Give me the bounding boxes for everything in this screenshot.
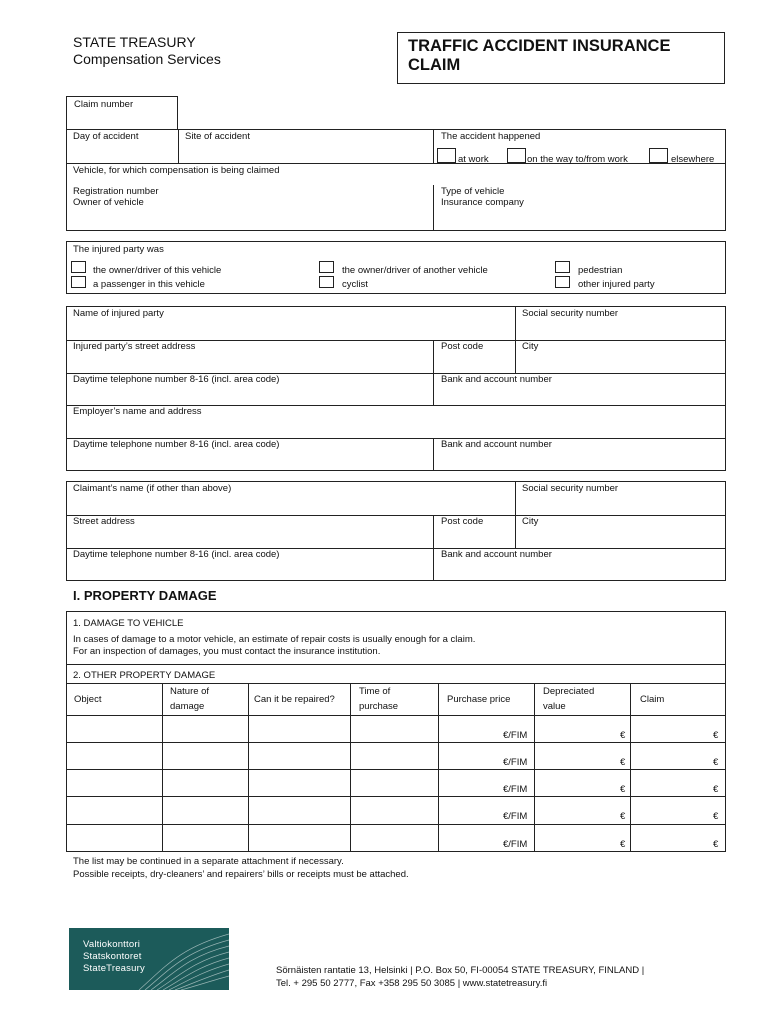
- claimant-city-field[interactable]: [516, 516, 725, 547]
- claimant-name-field[interactable]: [67, 482, 514, 514]
- elsewhere-label: elsewhere: [671, 154, 715, 165]
- owner-driver-this-vehicle-checkbox[interactable]: [71, 261, 86, 273]
- table-row[interactable]: [67, 743, 725, 769]
- employer-label: Employer’s name and address: [73, 406, 202, 417]
- table-row[interactable]: [67, 825, 725, 851]
- table-note-receipts: Possible receipts, dry-cleaners’ and repairers’ bills or receipts must be attached.: [73, 869, 409, 880]
- cyclist-checkbox[interactable]: [319, 276, 334, 288]
- state-treasury-logo: [69, 928, 229, 990]
- commute-label: on the way to/from work: [527, 154, 628, 165]
- injured-bank-field[interactable]: [434, 374, 725, 404]
- injured-name-label: Name of injured party: [73, 308, 164, 319]
- table-row[interactable]: [67, 770, 725, 796]
- at-work-checkbox[interactable]: [437, 148, 456, 163]
- injured-street-field[interactable]: [67, 341, 432, 372]
- passenger-checkbox[interactable]: [71, 276, 86, 288]
- other-injured-party-label: other injured party: [578, 279, 655, 290]
- claimant-ssn-field[interactable]: [516, 482, 725, 514]
- registration-number-label: Registration number: [73, 186, 159, 197]
- passenger-label: a passenger in this vehicle: [93, 279, 205, 290]
- vehicle-type-insurance-field[interactable]: [434, 186, 725, 230]
- owner-driver-this-vehicle-label: the owner/driver of this vehicle: [93, 265, 222, 276]
- col-price: Purchase price: [447, 694, 511, 705]
- injured-name-field[interactable]: [67, 307, 514, 339]
- depreciated-unit: €: [620, 839, 626, 850]
- accident-happened-label: The accident happened: [441, 131, 541, 142]
- employer-field[interactable]: [67, 406, 725, 437]
- vehicle-damage-text-2: For an inspection of damages, you must contact the insurance institution.: [73, 646, 381, 657]
- col-nature-line1: Nature of: [170, 686, 210, 697]
- injured-party-was-label: The injured party was: [73, 244, 164, 255]
- claimant-city-label: City: [522, 516, 539, 527]
- col-nature-line2: damage: [170, 701, 205, 712]
- injured-phone-field[interactable]: [67, 374, 432, 404]
- title-box: [397, 32, 725, 84]
- property-damage-heading: I. PROPERTY DAMAGE: [73, 588, 217, 603]
- claim-number-field[interactable]: [66, 96, 178, 130]
- claim-unit: €: [713, 811, 719, 822]
- pedestrian-checkbox[interactable]: [555, 261, 570, 273]
- site-of-accident-field[interactable]: [179, 130, 432, 162]
- vehicle-damage-text-1: In cases of damage to a motor vehicle, an estimate of repair costs is usually enough for a claim.: [73, 634, 476, 645]
- depreciated-unit: €: [620, 757, 626, 768]
- claim-unit: €: [713, 730, 719, 741]
- day-of-accident-label: Day of accident: [73, 131, 139, 142]
- injured-post-code-label: Post code: [441, 341, 484, 352]
- claimant-street-label: Street address: [73, 516, 135, 527]
- depreciated-unit: €: [620, 784, 626, 795]
- logo-text-fi: Valtiokonttori: [83, 939, 141, 950]
- day-of-accident-field[interactable]: [67, 130, 177, 162]
- injured-city-field[interactable]: [516, 341, 725, 372]
- injured-street-label: Injured party’s street address: [73, 341, 196, 352]
- vehicle-damage-box: [66, 611, 726, 665]
- claimant-phone-label: Daytime telephone number 8-16 (incl. area code): [73, 549, 280, 560]
- table-row[interactable]: [67, 716, 725, 742]
- claimant-post-code-label: Post code: [441, 516, 484, 527]
- logo-text-en: StateTreasury: [83, 963, 145, 974]
- table-row[interactable]: [67, 797, 725, 824]
- claim-number-label: Claim number: [74, 99, 134, 110]
- claimant-name-label: Claimant’s name (if other than above): [73, 483, 232, 494]
- vehicle-registration-owner-field[interactable]: [67, 186, 432, 230]
- claim-unit: €: [713, 784, 719, 795]
- col-claim: Claim: [640, 694, 665, 705]
- owner-driver-other-vehicle-label: the owner/driver of another vehicle: [342, 265, 488, 276]
- organization-name: STATE TREASURY: [73, 34, 196, 50]
- type-of-vehicle-label: Type of vehicle: [441, 186, 505, 197]
- injured-bank-label: Bank and account number: [441, 374, 552, 385]
- site-of-accident-label: Site of accident: [185, 131, 250, 142]
- price-unit: €/FIM: [503, 757, 528, 768]
- claim-unit: €: [713, 839, 719, 850]
- cyclist-label: cyclist: [342, 279, 368, 290]
- employer-bank-label: Bank and account number: [441, 439, 552, 450]
- form-title-line2: CLAIM: [408, 56, 461, 74]
- col-time-line2: purchase: [359, 701, 399, 712]
- price-unit: €/FIM: [503, 811, 528, 822]
- employer-phone-field[interactable]: [67, 439, 432, 470]
- col-depreciated-line2: value: [543, 701, 566, 712]
- claim-unit: €: [713, 757, 719, 768]
- claimant-bank-label: Bank and account number: [441, 549, 552, 560]
- footer-contact: Tel. + 295 50 2777, Fax +358 295 50 3085 | www.statetreasury.fi: [276, 978, 548, 989]
- claimant-post-code-field[interactable]: [434, 516, 514, 547]
- other-property-heading: 2. OTHER PROPERTY DAMAGE: [73, 670, 216, 681]
- form-title-line1: TRAFFIC ACCIDENT INSURANCE: [408, 37, 671, 55]
- injured-phone-label: Daytime telephone number 8-16 (incl. area code): [73, 374, 280, 385]
- owner-of-vehicle-label: Owner of vehicle: [73, 197, 144, 208]
- claimant-street-field[interactable]: [67, 516, 432, 547]
- organization-department: Compensation Services: [73, 51, 221, 67]
- col-object: Object: [74, 694, 102, 705]
- claimant-ssn-label: Social security number: [522, 483, 619, 494]
- claimant-phone-field[interactable]: [67, 549, 432, 580]
- insurance-company-label: Insurance company: [441, 197, 524, 208]
- injured-ssn-field[interactable]: [516, 307, 725, 339]
- footer-address: Sörnäisten rantatie 13, Helsinki | P.O. Box 50, FI-00054 STATE TREASURY, FINLAND |: [276, 965, 645, 976]
- commute-checkbox[interactable]: [507, 148, 526, 163]
- col-time-line1: Time of: [359, 686, 391, 697]
- elsewhere-checkbox[interactable]: [649, 148, 668, 163]
- injured-post-code-field[interactable]: [434, 341, 514, 372]
- price-unit: €/FIM: [503, 730, 528, 741]
- claimant-bank-field[interactable]: [434, 549, 725, 580]
- col-repair: Can it be repaired?: [254, 694, 335, 705]
- other-injured-party-checkbox[interactable]: [555, 276, 570, 288]
- logo-text-sv: Statskontoret: [83, 951, 142, 962]
- vehicle-damage-heading: 1. DAMAGE TO VEHICLE: [73, 618, 184, 629]
- injured-ssn-label: Social security number: [522, 308, 619, 319]
- table-note-continuation: The list may be continued in a separate attachment if necessary.: [73, 856, 344, 867]
- price-unit: €/FIM: [503, 839, 528, 850]
- col-depreciated-line1: Depreciated: [543, 686, 595, 697]
- at-work-label: at work: [458, 154, 489, 165]
- pedestrian-label: pedestrian: [578, 265, 623, 276]
- vehicle-section-label: Vehicle, for which compensation is being claimed: [73, 165, 280, 176]
- employer-bank-field[interactable]: [434, 439, 725, 470]
- owner-driver-other-vehicle-checkbox[interactable]: [319, 261, 334, 273]
- depreciated-unit: €: [620, 811, 626, 822]
- depreciated-unit: €: [620, 730, 626, 741]
- injured-city-label: City: [522, 341, 539, 352]
- price-unit: €/FIM: [503, 784, 528, 795]
- employer-phone-label: Daytime telephone number 8-16 (incl. area code): [73, 439, 280, 450]
